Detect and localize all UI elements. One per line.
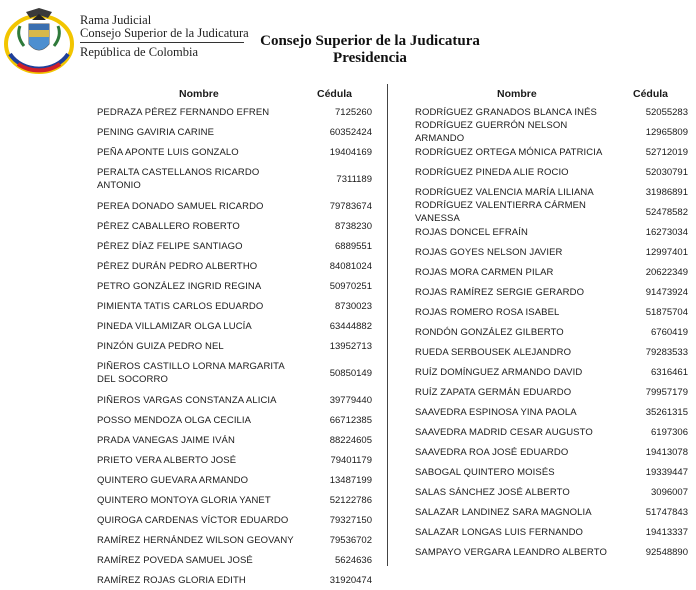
table-row — [415, 202, 692, 222]
right-table — [415, 86, 692, 562]
table-row — [97, 430, 376, 450]
table-row — [97, 410, 376, 430]
table-row — [97, 276, 376, 296]
person-name: PIÑEROS CASTILLO LORNA MARGARITA DEL SOCORRO — [97, 361, 285, 385]
id-number: 79401179 — [330, 454, 372, 466]
id-number: 79783674 — [329, 200, 372, 212]
coat-of-arms-logo — [4, 4, 74, 74]
id-number: 35261315 — [645, 406, 688, 418]
id-number: 50970251 — [329, 280, 372, 292]
person-name: PÉREZ CABALLERO ROBERTO — [97, 220, 240, 232]
table-row — [415, 242, 692, 262]
person-name: SALAZAR LANDINEZ SARA MAGNOLIA — [415, 506, 592, 518]
person-name: RODRÍGUEZ PINEDA ALIE ROCIO — [415, 166, 569, 178]
left-table-body — [97, 102, 376, 590]
id-number: 5624636 — [335, 554, 372, 566]
document-subtitle: Presidencia — [333, 50, 407, 66]
id-number: 60352424 — [329, 126, 372, 138]
table-row — [97, 256, 376, 276]
table-row — [97, 336, 376, 356]
person-name: PIÑEROS VARGAS CONSTANZA ALICIA — [97, 394, 277, 406]
table-row — [97, 390, 376, 410]
person-name: PIMIENTA TATIS CARLOS EDUARDO — [97, 300, 264, 312]
id-number: 79957179 — [645, 386, 688, 398]
id-number: 6760419 — [651, 326, 688, 338]
person-name: ROJAS RAMÍREZ SERGIE GERARDO — [415, 286, 585, 298]
person-name: SALAS SÁNCHEZ JOSÉ ALBERTO — [415, 486, 570, 498]
id-number: 13487199 — [329, 474, 372, 486]
id-number: 88224605 — [329, 434, 372, 446]
table-row — [97, 570, 376, 590]
name-column-header: Nombre — [497, 88, 537, 100]
table-row — [415, 462, 692, 482]
person-name: RUEDA SERBOUSEK ALEJANDRO — [415, 346, 572, 358]
org-line-2: Consejo Superior de la Judicatura — [80, 26, 249, 40]
table-row — [415, 162, 692, 182]
table-row — [97, 450, 376, 470]
table-row — [97, 102, 376, 122]
id-number: 51875704 — [645, 306, 688, 318]
person-name: RAMÍREZ HERNÁNDEZ WILSON GEOVANY — [97, 534, 294, 546]
person-name: ROJAS ROMERO ROSA ISABEL — [415, 306, 560, 318]
person-name: QUINTERO MONTOYA GLORIA YANET — [97, 494, 271, 506]
id-number: 66712385 — [329, 414, 372, 426]
table-row — [97, 216, 376, 236]
table-row — [415, 382, 692, 402]
table-row — [97, 142, 376, 162]
table-row — [97, 510, 376, 530]
table-row — [415, 122, 692, 142]
person-name: RAMÍREZ ROJAS GLORIA EDITH — [97, 574, 246, 586]
table-row — [415, 362, 692, 382]
table-row — [97, 316, 376, 336]
table-row — [415, 522, 692, 542]
person-name: SAAVEDRA ROA JOSÉ EDUARDO — [415, 446, 569, 458]
id-number: 7311189 — [336, 173, 372, 185]
id-number: 63444882 — [329, 320, 372, 332]
person-name: PERALTA CASTELLANOS RICARDO ANTONIO — [97, 167, 260, 191]
person-name: PINZÓN GUIZA PEDRO NEL — [97, 340, 224, 352]
table-row — [415, 542, 692, 562]
left-table — [97, 86, 376, 590]
document-title-block — [250, 33, 490, 67]
left-table-header — [97, 86, 376, 102]
table-row — [415, 422, 692, 442]
table-row — [415, 222, 692, 242]
person-name: PETRO GONZÁLEZ INGRID REGINA — [97, 280, 262, 292]
person-name: PINEDA VILLAMIZAR OLGA LUCÍA — [97, 320, 252, 332]
id-number: 31920474 — [329, 574, 372, 586]
person-name: ROJAS DONCEL EFRAÍN — [415, 226, 528, 238]
id-number: 79327150 — [329, 514, 372, 526]
table-row — [97, 162, 376, 196]
table-row — [415, 502, 692, 522]
table-row — [415, 442, 692, 462]
id-number: 12997401 — [645, 246, 688, 258]
org-line-1: Rama Judicial — [80, 13, 152, 27]
table-row — [415, 322, 692, 342]
org-divider — [80, 42, 244, 43]
id-number: 91473924 — [645, 286, 688, 298]
id-number: 7125260 — [335, 106, 372, 118]
id-number: 84081024 — [329, 260, 372, 272]
person-name: SAAVEDRA ESPINOSA YINA PAOLA — [415, 406, 577, 418]
person-name: PÉREZ DURÁN PEDRO ALBERTHO — [97, 260, 258, 272]
table-row — [415, 262, 692, 282]
table-row — [415, 402, 692, 422]
table-row — [97, 470, 376, 490]
person-name: QUINTERO GUEVARA ARMANDO — [97, 474, 249, 486]
id-number: 20622349 — [645, 266, 688, 278]
id-number: 52030791 — [645, 166, 688, 178]
institution-block — [80, 14, 249, 59]
person-name: RODRÍGUEZ ORTEGA MÓNICA PATRICIA — [415, 146, 603, 158]
table-row — [97, 196, 376, 216]
id-number: 51747843 — [645, 506, 688, 518]
person-name: SAAVEDRA MADRID CESAR AUGUSTO — [415, 426, 593, 438]
person-name: QUIROGA CARDENAS VÍCTOR EDUARDO — [97, 514, 289, 526]
person-name: RONDÓN GONZÁLEZ GILBERTO — [415, 326, 564, 338]
person-name: RODRÍGUEZ GRANADOS BLANCA INÉS — [415, 106, 597, 118]
person-name: POSSO MENDOZA OLGA CECILIA — [97, 414, 252, 426]
id-number: 79536702 — [329, 534, 372, 546]
id-column-header: Cédula — [316, 88, 352, 100]
id-number: 19404169 — [329, 146, 372, 158]
name-column-header: Nombre — [179, 88, 219, 100]
id-number: 52055283 — [645, 106, 688, 118]
org-line-3: República de Colombia — [80, 45, 199, 59]
person-name: SALAZAR LONGAS LUIS FERNANDO — [415, 526, 584, 538]
person-name: PEDRAZA PÉREZ FERNANDO EFREN — [97, 106, 270, 118]
id-number: 92548890 — [645, 546, 688, 558]
right-table-body — [415, 102, 692, 562]
id-number: 19413337 — [645, 526, 688, 538]
person-name: PEREA DONADO SAMUEL RICARDO — [97, 200, 264, 212]
table-row — [97, 236, 376, 256]
id-number: 19413078 — [645, 446, 688, 458]
person-name: SABOGAL QUINTERO MOISÉS — [415, 466, 555, 478]
id-number: 52122786 — [329, 494, 372, 506]
table-row — [97, 296, 376, 316]
column-divider — [387, 84, 388, 566]
person-name: RUÍZ DOMÍNGUEZ ARMANDO DAVID — [415, 366, 583, 378]
id-number: 52478582 — [645, 206, 688, 218]
id-number: 13952713 — [329, 340, 372, 352]
id-number: 31986891 — [645, 186, 688, 198]
id-number: 19339447 — [645, 466, 688, 478]
table-row — [97, 550, 376, 570]
person-name: PRADA VANEGAS JAIME IVÁN — [97, 434, 235, 446]
id-number: 12965809 — [645, 126, 688, 138]
id-number: 8730023 — [335, 300, 372, 312]
id-number: 6197306 — [651, 426, 688, 438]
person-name: RODRÍGUEZ GUERRÓN NELSON ARMANDO — [415, 120, 568, 144]
id-number: 39779440 — [329, 394, 372, 406]
person-name: SAMPAYO VERGARA LEANDRO ALBERTO — [415, 546, 607, 558]
id-number: 6316461 — [651, 366, 688, 378]
id-number: 79283533 — [645, 346, 688, 358]
id-number: 8738230 — [335, 220, 372, 232]
table-row — [97, 490, 376, 510]
id-number: 52712019 — [645, 146, 688, 158]
table-row — [415, 282, 692, 302]
table-row — [97, 122, 376, 142]
table-row — [97, 530, 376, 550]
id-column-header: Cédula — [632, 88, 668, 100]
table-row — [415, 142, 692, 162]
id-number: 3096007 — [651, 486, 688, 498]
id-number: 6889551 — [335, 240, 372, 252]
person-name: RAMÍREZ POVEDA SAMUEL JOSÉ — [97, 554, 253, 566]
person-name: RODRÍGUEZ VALENCIA MARÍA LILIANA — [415, 186, 594, 198]
person-name: RODRÍGUEZ VALENTIERRA CÁRMEN VANESSA — [415, 200, 587, 224]
document-title: Consejo Superior de la Judicatura — [260, 33, 480, 49]
table-row — [415, 482, 692, 502]
id-number: 50850149 — [329, 367, 372, 379]
person-name: PENING GAVIRIA CARINE — [97, 126, 215, 138]
table-row — [97, 356, 376, 390]
person-name: PÉREZ DÍAZ FELIPE SANTIAGO — [97, 240, 243, 252]
right-table-header — [415, 86, 692, 102]
person-name: PRIETO VERA ALBERTO JOSÉ — [97, 454, 237, 466]
person-name: RUÍZ ZAPATA GERMÁN EDUARDO — [415, 386, 572, 398]
person-name: ROJAS MORA CARMEN PILAR — [415, 266, 554, 278]
person-name: ROJAS GOYES NELSON JAVIER — [415, 246, 563, 258]
person-name: PEÑA APONTE LUIS GONZALO — [97, 146, 239, 158]
table-row — [415, 342, 692, 362]
table-row — [415, 302, 692, 322]
id-number: 16273034 — [645, 226, 688, 238]
